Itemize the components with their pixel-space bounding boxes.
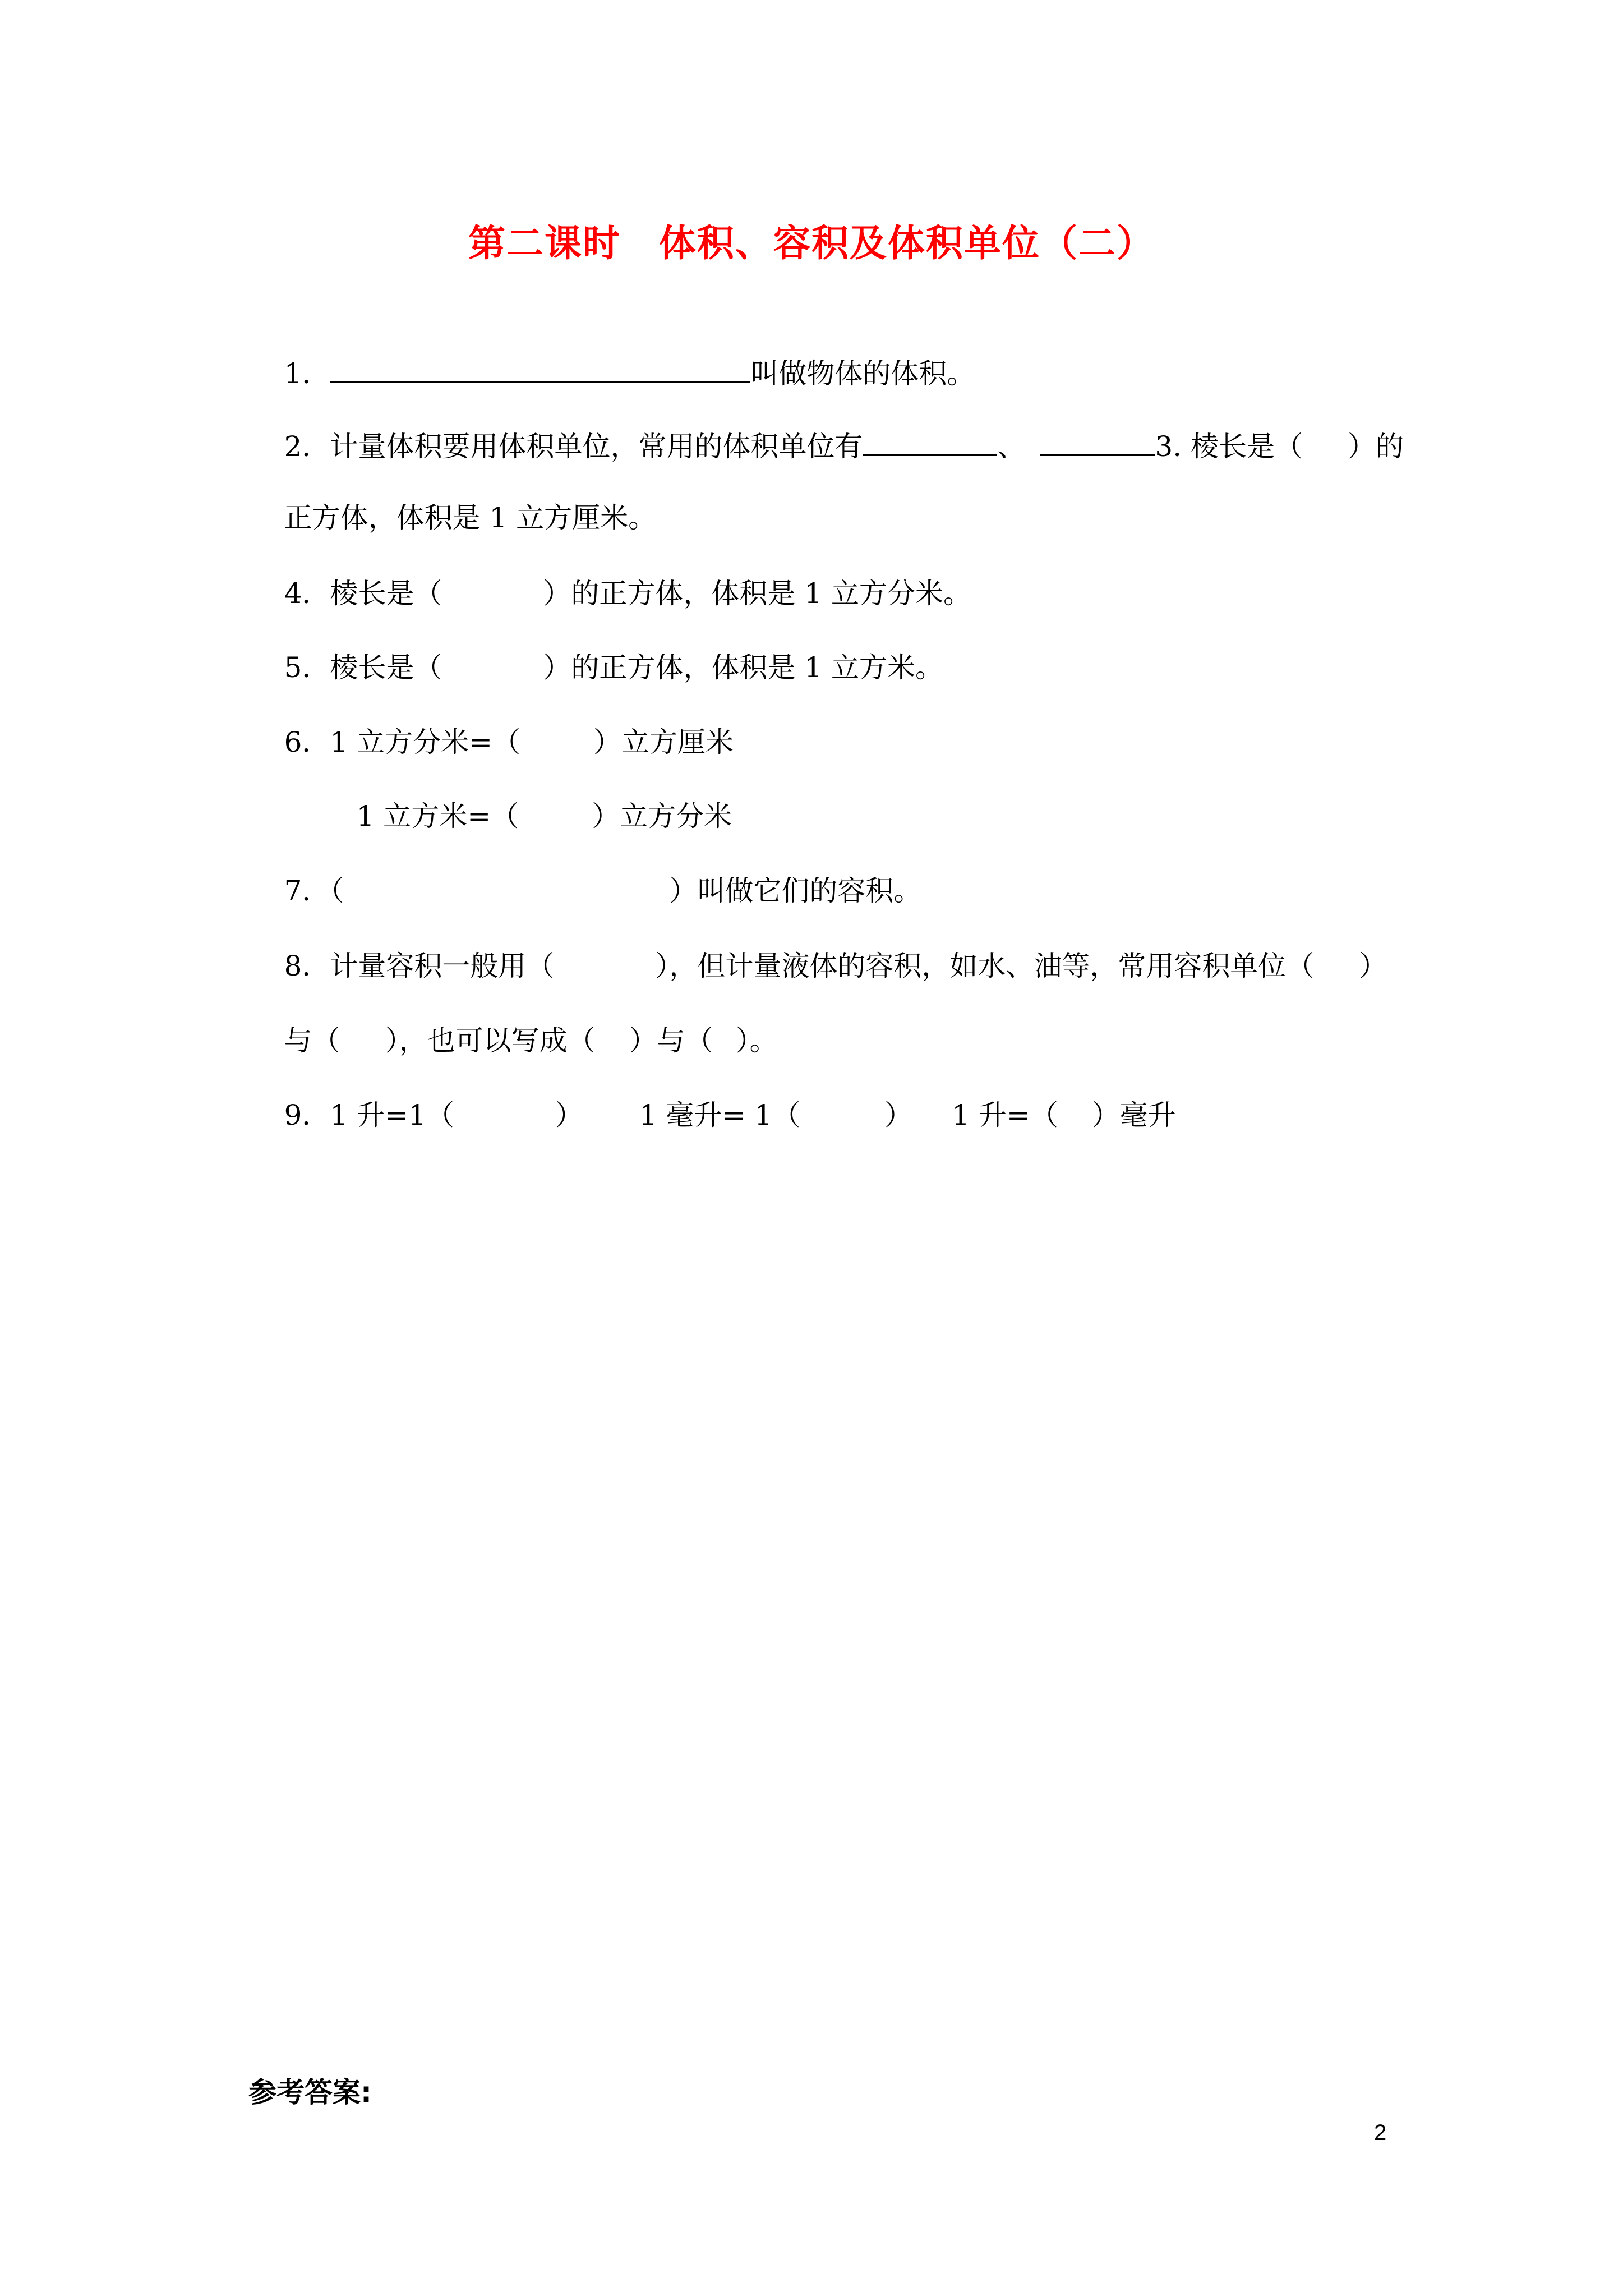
question-text: 叫做物体的体积。 [750,357,975,390]
page-title: 第二课时 体积、容积及体积单位（二） [468,222,1155,265]
question-text: 1 立方米=（ [356,800,519,832]
question-text: 4．棱长是（ [284,577,442,610]
question-text: ） [884,1099,913,1131]
answer-blank[interactable] [1040,425,1155,456]
question-text: ）的正方体，体积是 1 立方分米。 [543,577,971,610]
question-text: 正方体，体积是 1 立方厘米。 [284,501,657,534]
page-number: 2 [1374,2120,1387,2145]
answer-blank[interactable] [863,425,997,456]
question-text: 8．计量容积一般用（ [284,950,555,982]
question-number: 1． [284,357,330,390]
question-text: ）。 [735,1024,778,1057]
question-text: 5．棱长是（ [284,651,442,684]
question-text: 1 毫升= 1（ [639,1099,801,1131]
answer-blank[interactable] [330,352,750,383]
question-text: 6．1 立方分米=（ [284,726,520,758]
question-text: 与（ [284,1024,340,1057]
question-text: 7．（ [284,875,344,907]
question-text: ） [555,1099,583,1131]
question-text: ）叫做它们的容积。 [669,875,922,907]
separator: 、 [997,430,1026,463]
question-text: ）毫升 [1091,1099,1176,1131]
question-text: ）立方分米 [592,800,732,832]
question-text: ） [1359,950,1387,982]
question-9 [248,1056,1176,1174]
question-text: ）立方厘米 [593,726,734,758]
question-text: 1 升=（ [952,1099,1058,1131]
question-text: 9．1 升=1（ [284,1099,454,1131]
question-text: ），也可以写成（ [385,1024,596,1057]
question-3-text: ）的 [1348,430,1404,463]
question-text: 2．计量体积要用体积单位，常用的体积单位有 [284,430,863,463]
answers-heading: 参考答案: [248,2076,372,2109]
question-text: ），但计量液体的容积，如水、油等，常用容积单位（ [655,950,1315,982]
question-3-text: 3. 棱长是（ [1155,430,1303,463]
question-text: ）与（ [629,1024,713,1057]
question-text: ）的正方体，体积是 1 立方米。 [543,651,943,684]
